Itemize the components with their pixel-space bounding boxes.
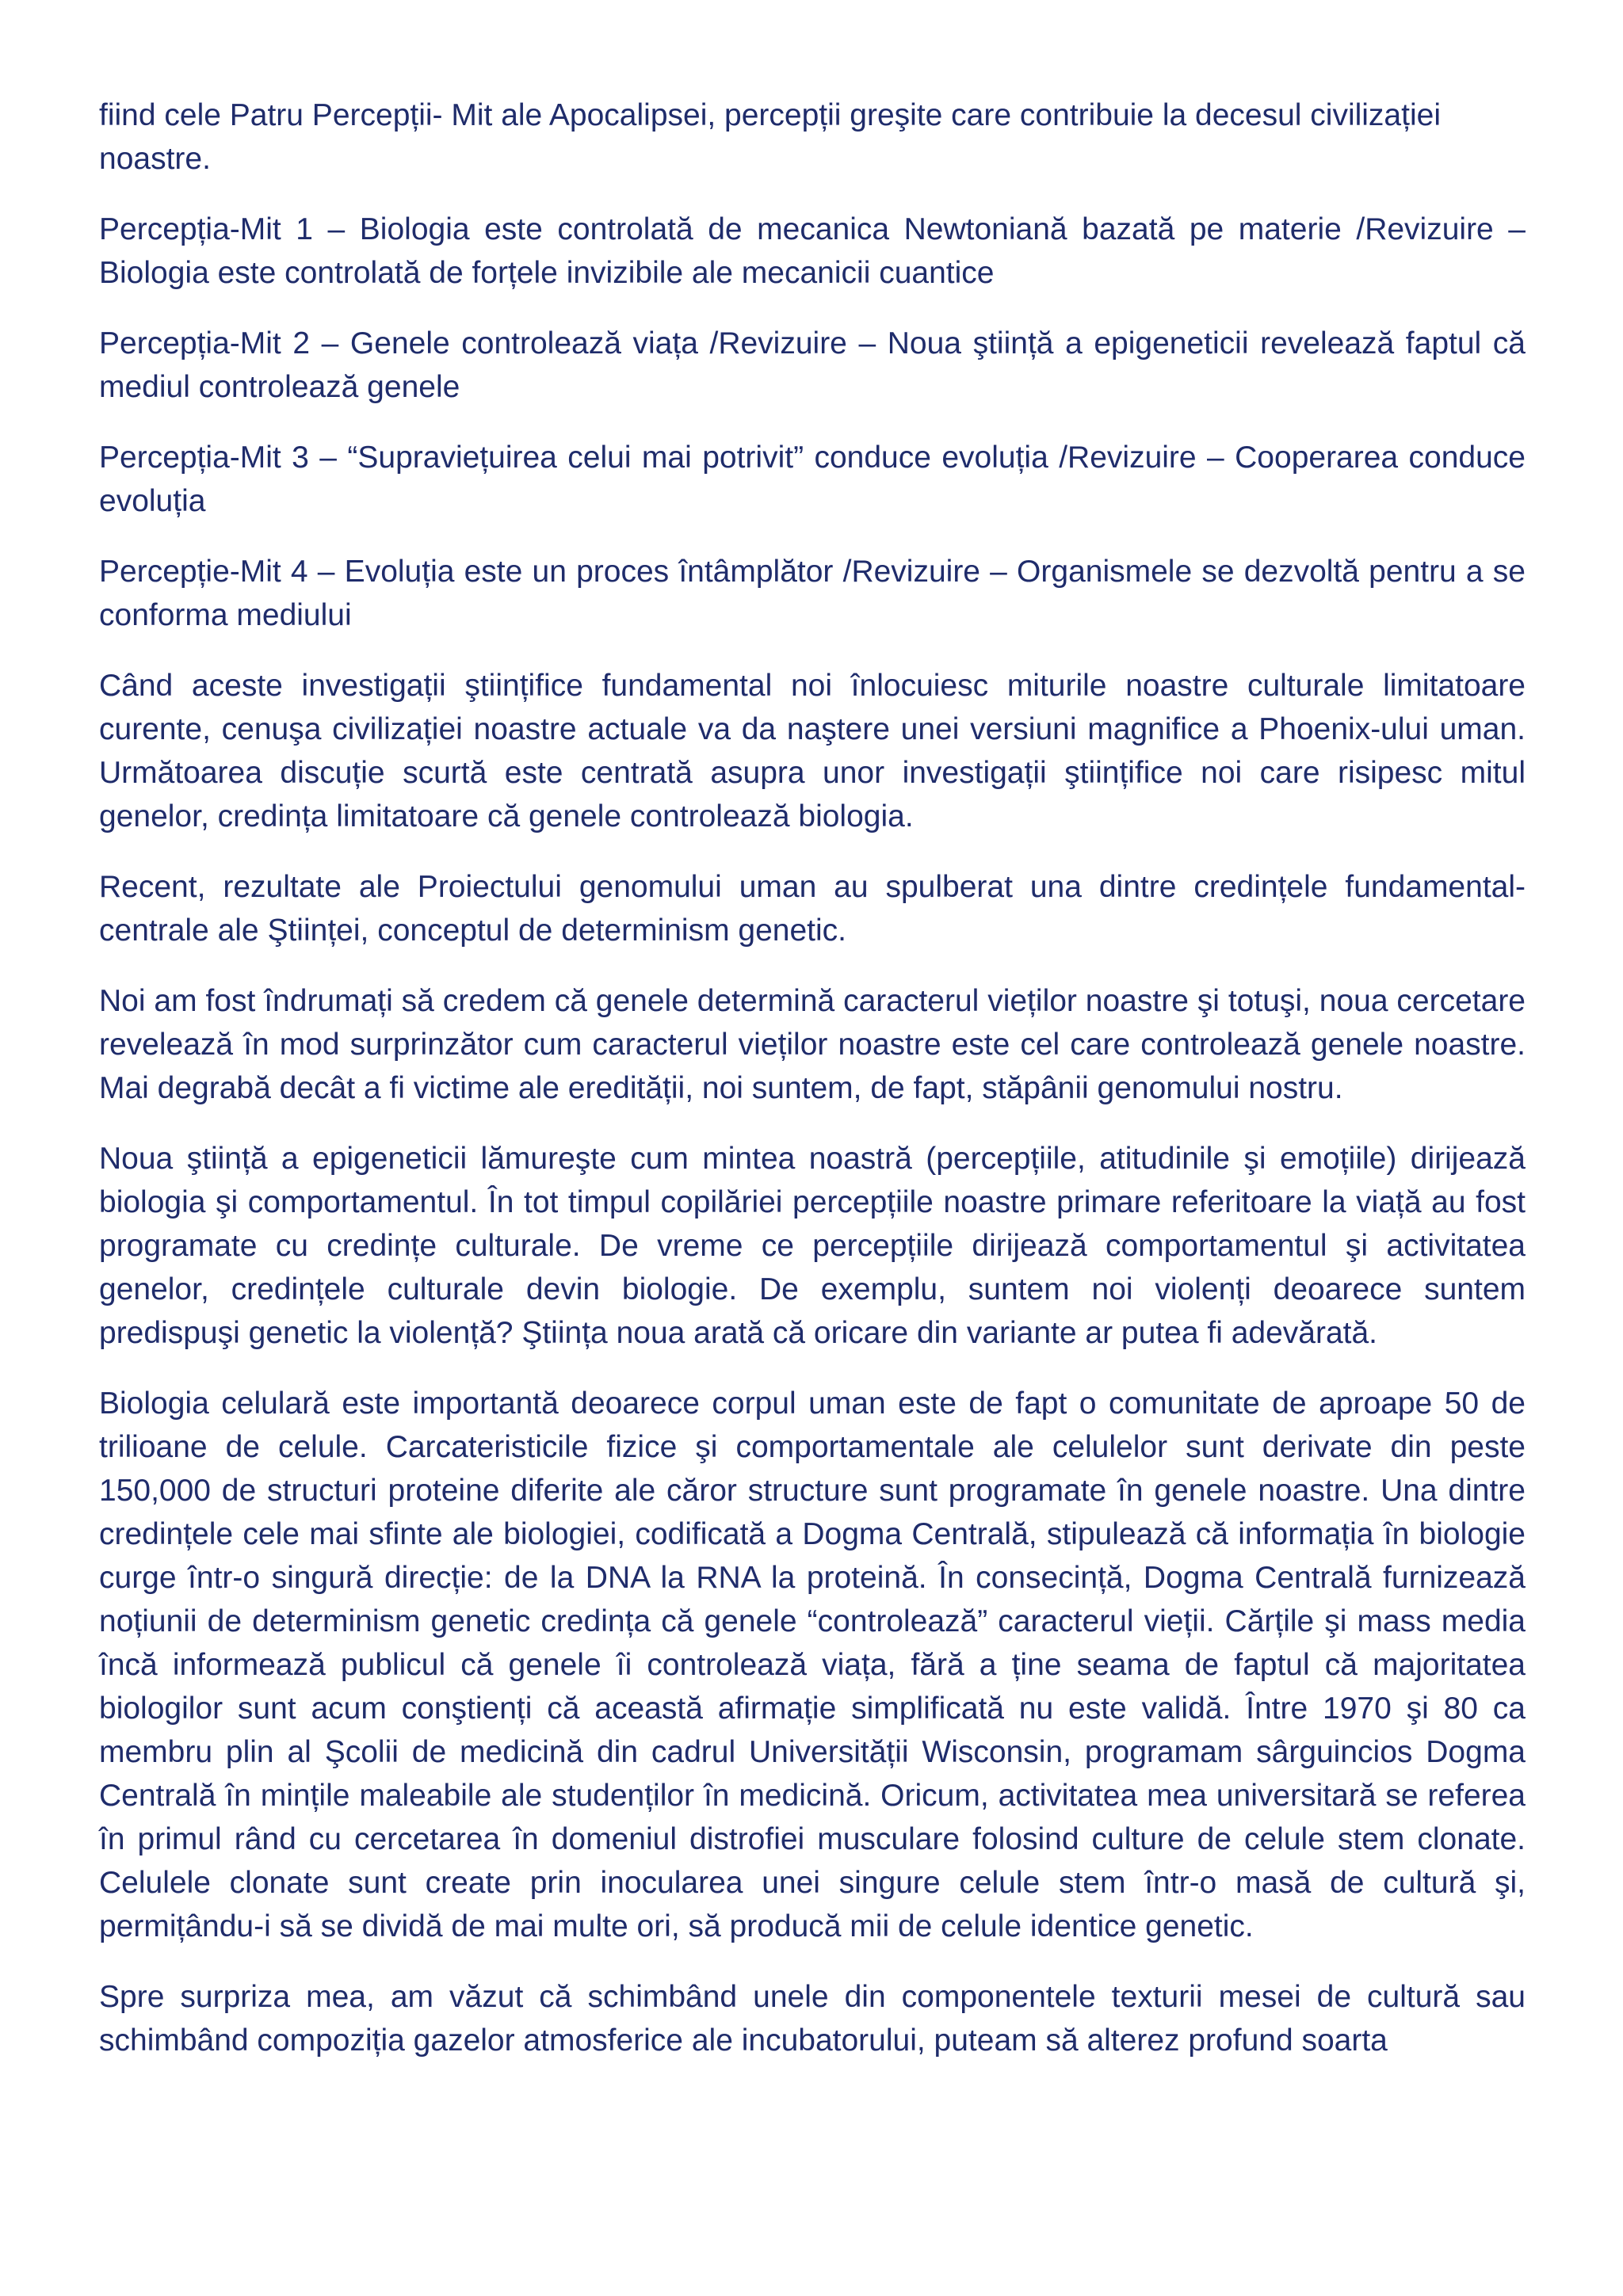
paragraph-myth-4: Percepție-Mit 4 – Evoluția este un proces întâmplător /Revizuire – Organismele se dezvoltă pentru a se conforma mediului xyxy=(99,555,1526,632)
paragraph-surprise: Spre surpriza mea, am văzut că schimbând unele din componentele texturii mesei de cultură sau schimbând compoziția gazelor atmosferice ale incubatorului, puteam să alterez profund soarta xyxy=(99,1980,1526,2058)
paragraph-myth-3: Percepția-Mit 3 – “Supraviețuirea celui mai potrivit” conduce evoluția /Revizuire – Cooperarea conduce evoluția xyxy=(99,441,1526,518)
paragraph-investigations: Când aceste investigații ştiințifice fundamental noi înlocuiesc miturile noastre culturale limitatoare curente, cenuşa civilizației noastre actuale va da naştere unei versiuni magnifice a Phoenix-ului uman. Următoarea discuție scurtă este centrată asupra unor investigații ştiințifice noi care risipesc mitul genelor, credința limitatoare că genele controlează biologia. xyxy=(99,669,1526,833)
paragraph-cell-biology: Biologia celulară este importantă deoarece corpul uman este de fapt o comunitate de aproape 50 de trilioane de celule. Carcateristicile fizice şi comportamentale ale celulelor sunt derivate din peste 150,000 de structuri proteine diferite ale căror structure sunt programate în genele noastre. Una dintre credințele cele mai sfinte ale biologiei, codificată a Dogma Centrală, stipulează că informația în biologie curge într-o singură direcție: de la DNA la RNA la proteină. În consecință, Dogma Centrală furnizează noțiunii de determinism genetic credința că genele “controlează” caracterul vieții. Cărțile şi mass media încă informează publicul că genele îi controlează viața, fără a ține seama de faptul că majoritatea biologilor sunt acum conştienți că această afirmație simplificată nu este validă. Între 1970 şi 80 ca membru plin al Şcolii de medicină din cadrul Universității Wisconsin, programam sârguincios Dogma Centrală în mințile maleabile ale studenților în medicină. Oricum, activitatea mea universitară se referea în primul rând cu cercetarea în domeniul distrofiei musculare folosind culture de celule stem clonate. Celulele clonate sunt create prin inocularea unei singure celule stem într-o masă de cultură şi, permițându-i să se dividă de mai multe ori, să producă mii de celule identice genetic. xyxy=(99,1386,1526,1943)
document-page xyxy=(99,93,1526,2089)
paragraph-epigenetics: Noua ştiință a epigeneticii lămureşte cum mintea noastră (percepțiile, atitudinile şi emoțiile) dirijează biologia şi comportamentul. În tot timpul copilăriei percepțiile noastre primare referitoare la viață au fost programate cu credințe culturale. De vreme ce percepțiile dirijează comportamentul şi activitatea genelor, credințele culturale devin biologie. De exemplu, suntem noi violenți deoarece suntem predispuşi genetic la violență? Ştiința noua arată că oricare din variante ar putea fi adevărată. xyxy=(99,1142,1526,1350)
paragraph-genome-project: Recent, rezultate ale Proiectului genomului uman au spulberat una dintre credințele fundamental-centrale ale Ştiinței, conceptul de determinism genetic. xyxy=(99,870,1526,948)
paragraph-intro: fiind cele Patru Percepții- Mit ale Apocalipsei, percepții greşite care contribuie la decesul civilizației noastre. xyxy=(99,98,1441,176)
paragraph-myth-1: Percepția-Mit 1 – Biologia este controlată de mecanica Newtoniană bazată pe materie /Revizuire – Biologia este controlată de forțele invizibile ale mecanicii cuantice xyxy=(99,212,1526,290)
paragraph-genes-character: Noi am fost îndrumați să credem că genele determină caracterul vieților noastre şi totuşi, noua cercetare revelează în mod surprinzător cum caracterul vieților noastre este cel care controlează genele noastre. Mai degrabă decât a fi victime ale eredității, noi suntem, de fapt, stăpânii genomului nostru. xyxy=(99,984,1526,1105)
paragraph-myth-2: Percepția-Mit 2 – Genele controlează viața /Revizuire – Noua ştiință a epigeneticii revelează faptul că mediul controlează genele xyxy=(99,326,1526,404)
